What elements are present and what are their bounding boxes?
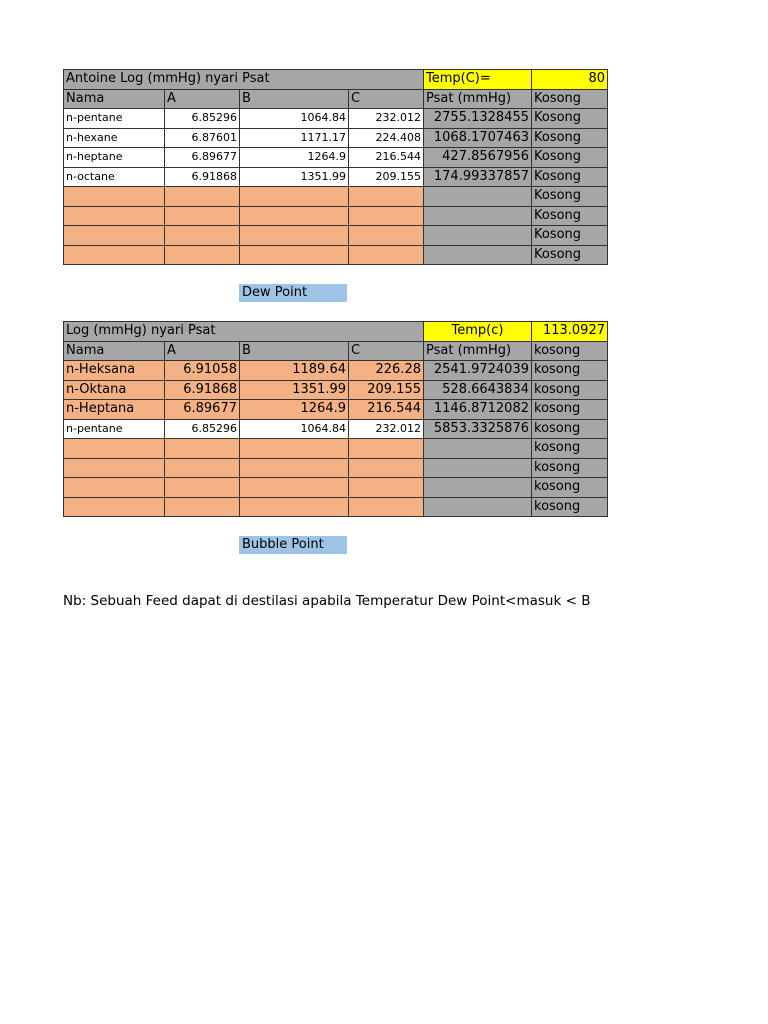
cell-name[interactable]: n-heptane <box>64 148 165 168</box>
cell-status[interactable]: kosong <box>532 400 608 420</box>
temp-label[interactable]: Temp(c) <box>424 322 532 342</box>
empty-row <box>64 206 608 226</box>
header-nama[interactable]: Nama <box>64 341 165 361</box>
cell-status[interactable]: kosong <box>532 361 608 381</box>
empty-cell[interactable] <box>424 478 532 498</box>
cell-c[interactable]: 209.155 <box>349 167 424 187</box>
empty-cell[interactable] <box>424 226 532 246</box>
cell-b[interactable]: 1189.64 <box>240 361 349 381</box>
empty-row <box>64 439 608 459</box>
cell-b[interactable]: 1064.84 <box>240 419 349 439</box>
header-b[interactable]: B <box>240 341 349 361</box>
table-row <box>64 128 608 148</box>
table-row <box>64 361 608 381</box>
empty-cell[interactable] <box>240 439 349 459</box>
header-row <box>64 341 608 361</box>
table-row <box>64 380 608 400</box>
bubble-point-label[interactable]: Bubble Point <box>239 536 347 554</box>
cell-b[interactable]: 1351.99 <box>240 167 349 187</box>
table-row <box>64 167 608 187</box>
header-nama[interactable]: Nama <box>64 89 165 109</box>
empty-cell[interactable] <box>64 439 165 459</box>
empty-cell[interactable] <box>424 206 532 226</box>
empty-cell[interactable] <box>240 497 349 517</box>
empty-cell[interactable] <box>165 187 240 207</box>
table-title-row <box>64 70 608 90</box>
antoine-table-2 <box>63 321 608 517</box>
cell-status[interactable]: Kosong <box>532 148 608 168</box>
table-title-row <box>64 322 608 342</box>
empty-cell[interactable] <box>64 458 165 478</box>
empty-cell[interactable] <box>64 478 165 498</box>
empty-cell[interactable] <box>424 458 532 478</box>
cell-psat[interactable]: 2541.9724039 <box>424 361 532 381</box>
empty-cell[interactable] <box>165 439 240 459</box>
empty-cell[interactable] <box>349 458 424 478</box>
header-row <box>64 89 608 109</box>
empty-cell[interactable] <box>240 226 349 246</box>
table-row <box>64 400 608 420</box>
empty-cell[interactable] <box>64 497 165 517</box>
empty-row <box>64 226 608 246</box>
cell-psat[interactable]: 5853.3325876 <box>424 419 532 439</box>
cell-status[interactable]: Kosong <box>532 245 608 265</box>
empty-cell[interactable] <box>240 187 349 207</box>
empty-cell[interactable] <box>424 187 532 207</box>
empty-cell[interactable] <box>165 458 240 478</box>
header-c[interactable]: C <box>349 341 424 361</box>
cell-name[interactable]: n-hexane <box>64 128 165 148</box>
cell-status[interactable]: kosong <box>532 380 608 400</box>
empty-cell[interactable] <box>165 478 240 498</box>
empty-cell[interactable] <box>165 245 240 265</box>
antoine-table-1 <box>63 69 608 265</box>
empty-cell[interactable] <box>64 226 165 246</box>
empty-row <box>64 245 608 265</box>
cell-c[interactable]: 226.28 <box>349 361 424 381</box>
empty-cell[interactable] <box>349 478 424 498</box>
cell-a[interactable]: 6.89677 <box>165 400 240 420</box>
cell-a[interactable]: 6.91868 <box>165 380 240 400</box>
empty-cell[interactable] <box>64 187 165 207</box>
empty-cell[interactable] <box>349 497 424 517</box>
empty-cell[interactable] <box>165 206 240 226</box>
cell-name[interactable]: n-pentane <box>64 419 165 439</box>
cell-psat[interactable]: 528.6643834 <box>424 380 532 400</box>
empty-cell[interactable] <box>240 245 349 265</box>
cell-a[interactable]: 6.91868 <box>165 167 240 187</box>
cell-status[interactable]: Kosong <box>532 128 608 148</box>
cell-status[interactable]: kosong <box>532 497 608 517</box>
empty-row <box>64 478 608 498</box>
cell-name[interactable]: n-octane <box>64 167 165 187</box>
cell-status[interactable]: kosong <box>532 478 608 498</box>
cell-psat[interactable]: 2755.1328455 <box>424 109 532 129</box>
header-psat[interactable]: Psat (mmHg) <box>424 89 532 109</box>
cell-b[interactable]: 1264.9 <box>240 400 349 420</box>
empty-cell[interactable] <box>64 206 165 226</box>
cell-status[interactable]: Kosong <box>532 167 608 187</box>
empty-cell[interactable] <box>165 226 240 246</box>
temp-value[interactable]: 113.0927 <box>532 322 608 342</box>
cell-c[interactable]: 209.155 <box>349 380 424 400</box>
cell-c[interactable]: 232.012 <box>349 109 424 129</box>
cell-b[interactable]: 1351.99 <box>240 380 349 400</box>
cell-status[interactable]: kosong <box>532 439 608 459</box>
empty-cell[interactable] <box>349 245 424 265</box>
header-status[interactable]: Kosong <box>532 89 608 109</box>
header-c[interactable]: C <box>349 89 424 109</box>
cell-a[interactable]: 6.91058 <box>165 361 240 381</box>
cell-psat[interactable]: 1068.1707463 <box>424 128 532 148</box>
table-title[interactable]: Log (mmHg) nyari Psat <box>64 322 424 342</box>
cell-c[interactable]: 216.544 <box>349 400 424 420</box>
header-b[interactable]: B <box>240 89 349 109</box>
cell-status[interactable]: kosong <box>532 419 608 439</box>
empty-cell[interactable] <box>349 206 424 226</box>
dew-point-label[interactable]: Dew Point <box>239 284 347 302</box>
table-title[interactable]: Antoine Log (mmHg) nyari Psat <box>64 70 424 90</box>
cell-b[interactable]: 1171.17 <box>240 128 349 148</box>
cell-status[interactable]: Kosong <box>532 187 608 207</box>
empty-cell[interactable] <box>349 226 424 246</box>
empty-row <box>64 187 608 207</box>
empty-cell[interactable] <box>165 497 240 517</box>
empty-row <box>64 497 608 517</box>
empty-cell[interactable] <box>424 439 532 459</box>
empty-row <box>64 458 608 478</box>
empty-cell[interactable] <box>349 439 424 459</box>
cell-status[interactable]: Kosong <box>532 109 608 129</box>
header-psat[interactable]: Psat (mmHg) <box>424 341 532 361</box>
empty-cell[interactable] <box>349 187 424 207</box>
empty-cell[interactable] <box>240 478 349 498</box>
header-status[interactable]: kosong <box>532 341 608 361</box>
empty-cell[interactable] <box>424 245 532 265</box>
note-text[interactable]: Nb: Sebuah Feed dapat di destilasi apabila Temperatur Dew Point<masuk < B <box>63 593 591 609</box>
cell-name[interactable]: n-pentane <box>64 109 165 129</box>
cell-a[interactable]: 6.89677 <box>165 148 240 168</box>
cell-status[interactable]: Kosong <box>532 226 608 246</box>
cell-psat[interactable]: 427.8567956 <box>424 148 532 168</box>
cell-a[interactable]: 6.85296 <box>165 109 240 129</box>
cell-c[interactable]: 224.408 <box>349 128 424 148</box>
cell-name[interactable]: n-Oktana <box>64 380 165 400</box>
cell-a[interactable]: 6.87601 <box>165 128 240 148</box>
cell-c[interactable]: 232.012 <box>349 419 424 439</box>
table-row <box>64 419 608 439</box>
cell-psat[interactable]: 1146.8712082 <box>424 400 532 420</box>
cell-psat[interactable]: 174.99337857 <box>424 167 532 187</box>
empty-cell[interactable] <box>424 497 532 517</box>
temp-label[interactable]: Temp(C)= <box>424 70 532 90</box>
empty-cell[interactable] <box>64 245 165 265</box>
cell-c[interactable]: 216.544 <box>349 148 424 168</box>
cell-name[interactable]: n-Heptana <box>64 400 165 420</box>
cell-status[interactable]: Kosong <box>532 206 608 226</box>
empty-cell[interactable] <box>240 206 349 226</box>
header-a[interactable]: A <box>165 89 240 109</box>
empty-cell[interactable] <box>240 458 349 478</box>
table-row <box>64 148 608 168</box>
table-row <box>64 109 608 129</box>
cell-b[interactable]: 1064.84 <box>240 109 349 129</box>
temp-value[interactable]: 80 <box>532 70 608 90</box>
cell-b[interactable]: 1264.9 <box>240 148 349 168</box>
cell-name[interactable]: n-Heksana <box>64 361 165 381</box>
header-a[interactable]: A <box>165 341 240 361</box>
cell-status[interactable]: kosong <box>532 458 608 478</box>
cell-a[interactable]: 6.85296 <box>165 419 240 439</box>
